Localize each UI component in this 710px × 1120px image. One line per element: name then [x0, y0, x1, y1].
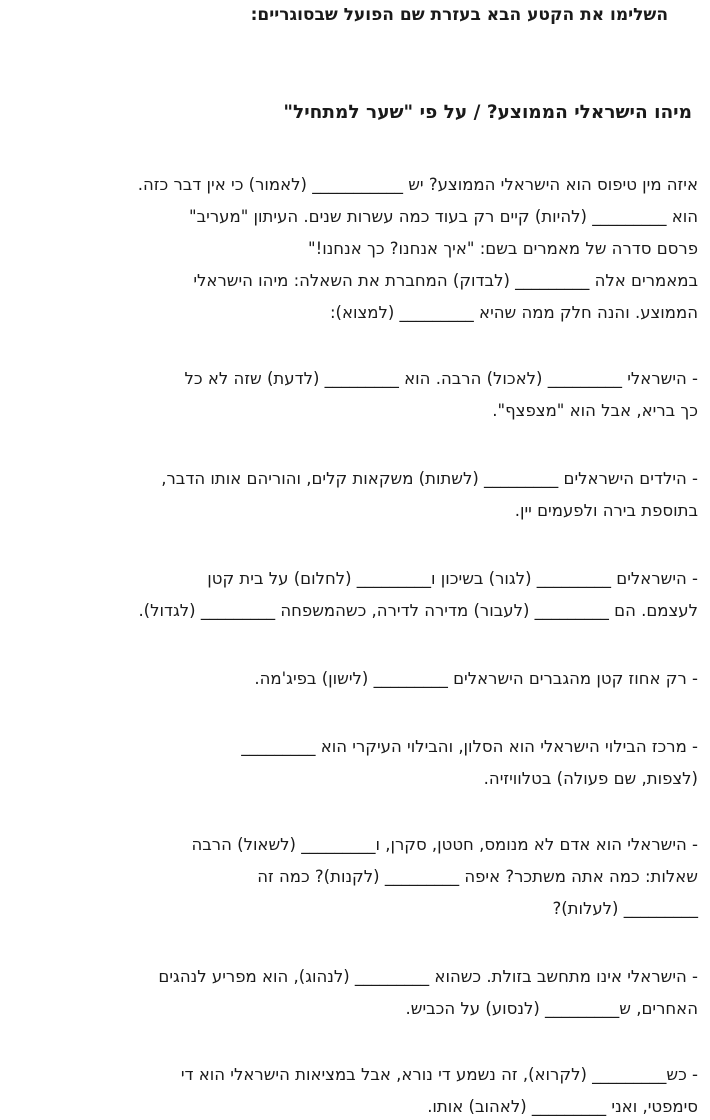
passage-line: הוא _________ (להיות) קיים רק בעוד כמה עשרות שנים. העיתון "מעריב": [189, 207, 698, 226]
passage-line: פרסם סדרה של מאמרים בשם: "איך אנחנו? כך אנחנו!": [308, 239, 698, 258]
passage-line: - הישראלי הוא אדם לא מנומס, חטטן, סקרן, ו_________ (לשאול) הרבה: [191, 835, 698, 854]
passage-line: - כש_________ (לקרוא), זה נשמע די נורא, אבל במציאות הישראלי הוא די: [180, 1065, 698, 1084]
passage-line: האחרים, ש_________ (לנסוע) על הכביש.: [405, 999, 698, 1018]
passage-line: - הישראלי _________ (לאכול) הרבה. הוא _________ (לדעת) שזה לא כל: [184, 369, 698, 388]
passage-line: כך בריא, אבל הוא "מצפצף".: [492, 401, 698, 420]
passage-line: הממוצע. והנה חלק ממה שהיא _________ (למצוא):: [329, 303, 698, 322]
passage-line: שאלות: כמה אתה משתכר? איפה _________ (לקנות)? כמה זה: [257, 867, 698, 886]
passage-line: - הילדים הישראלים _________ (לשתות) משקאות קלים, והוריהם אותו הדבר,: [161, 469, 698, 488]
passage-line: _________ (לעלות)?: [552, 899, 698, 918]
passage-line: - מרכז הבילוי הישראלי הוא הסלון, והבילוי העיקרי הוא _________: [241, 737, 698, 756]
passage-line: - רק אחוז קטן מהגברים הישראלים _________ (לישון) בפיג'מה.: [254, 669, 698, 688]
passage-line: - הישראלים _________ (לגור) בשיכון ו_________ (לחלום) על בית קטן: [207, 569, 698, 588]
passage-line: במאמרים אלה _________ (לבדוק) המחברת את השאלה: מיהו הישראלי: [193, 271, 698, 290]
passage-line: לעצמם. הם _________ (לעבור) מדירה לדירה, כשהמשפחה _________ (לגדול).: [138, 601, 698, 620]
passage-line: בתוספת בירה ולפעמים יין.: [514, 501, 698, 520]
passage-line: - הישראלי אינו מתחשב בזולת. כשהוא _________ (לנהוג), הוא מפריע לנהגים: [158, 967, 698, 986]
passage-line: סימפטי, ואני _________ (לאהוב) אותו.: [427, 1097, 698, 1116]
passage-title: מיהו הישראלי הממוצע? / על פי "שער למתחיל": [283, 102, 692, 123]
passage-line: איזה מין טיפוס הוא הישראלי הממוצע? יש ___________ (לאמור) כי אין דבר כזה.: [137, 175, 698, 194]
instructions-heading: השלימו את הקטע הבא בעזרת שם הפועל שבסוגריים:: [250, 5, 668, 25]
passage-line: (לצפות, שם פעולה) בטלוויזיה.: [483, 769, 698, 788]
